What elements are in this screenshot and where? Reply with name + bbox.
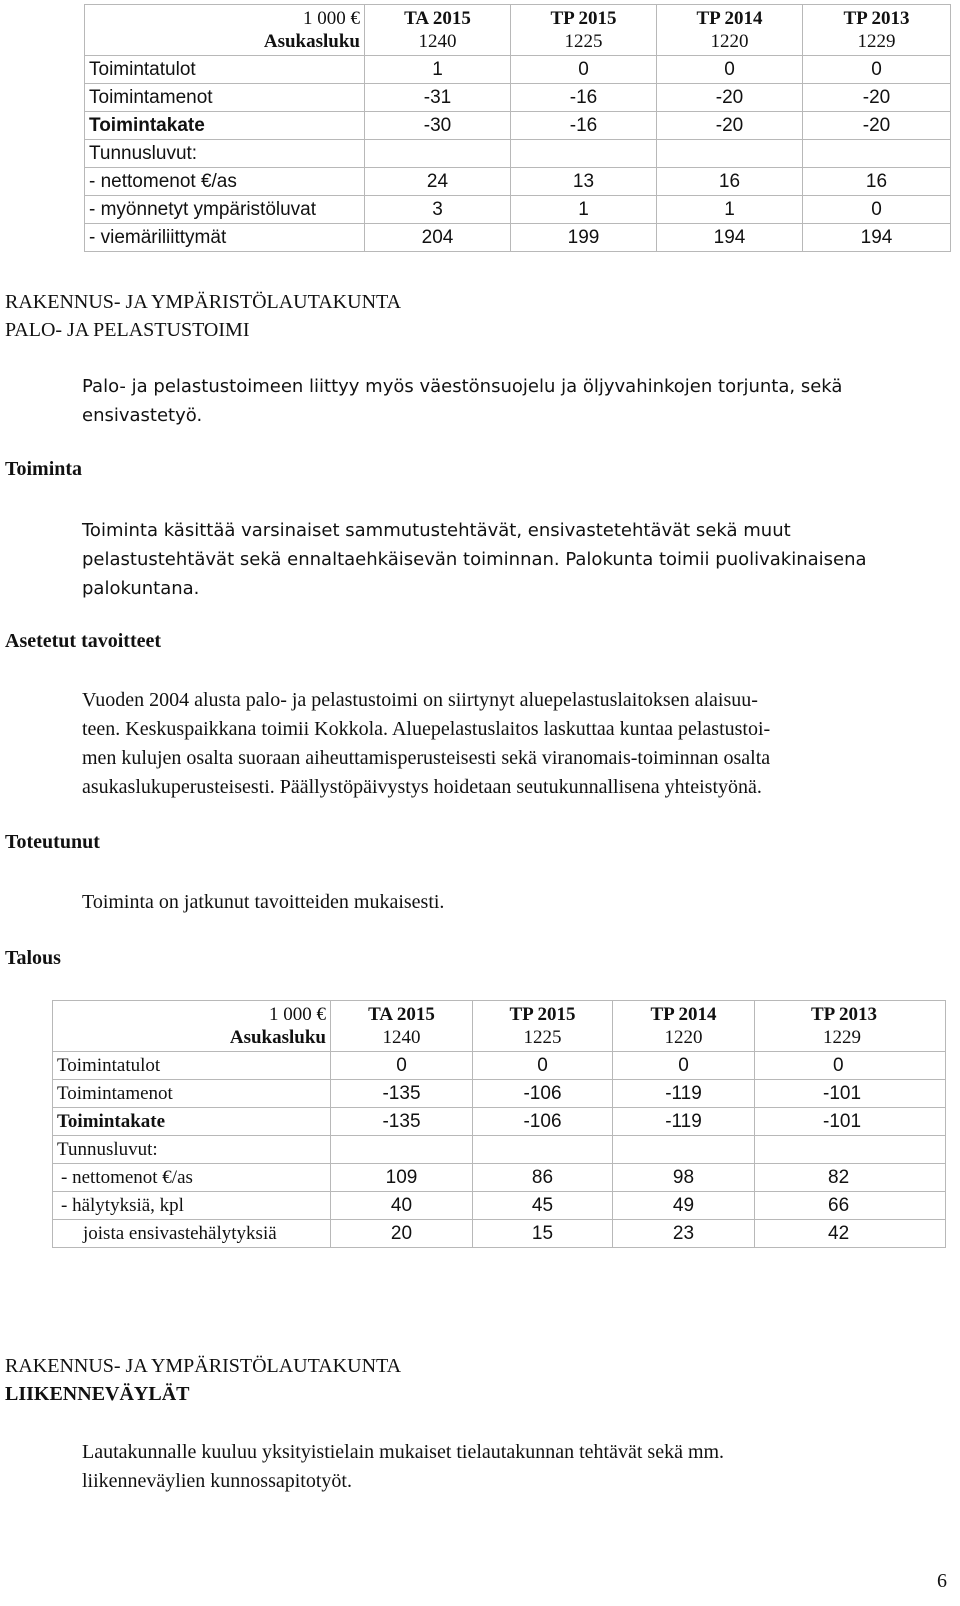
cell-value — [331, 1136, 473, 1164]
cell-value — [803, 140, 951, 168]
cell-value: 204 — [365, 224, 511, 252]
cell-value: 16 — [657, 168, 803, 196]
cell-value: -101 — [755, 1080, 946, 1108]
cell-value: 40 — [331, 1192, 473, 1220]
cell-value: 194 — [657, 224, 803, 252]
section-title-line1: RAKENNUS- JA YMPÄRISTÖLAUTAKUNTA — [5, 1355, 402, 1377]
column-header: TP 2015 1225 — [473, 1001, 613, 1052]
table-row — [53, 1108, 946, 1136]
liikennevaylat-paragraph — [82, 1438, 932, 1496]
row-label: joista ensivastehälytyksiä — [53, 1220, 331, 1248]
paragraph-line: teen. Keskuspaikkana toimii Kokkola. Aluepelastuslaitos laskuttaa kuntaa pelastustoi- — [82, 718, 771, 740]
cell-value: 24 — [365, 168, 511, 196]
table-row — [53, 1220, 946, 1248]
column-header: TA 2015 1240 — [331, 1001, 473, 1052]
row-label: - nettomenot €/as — [53, 1164, 331, 1192]
paragraph-line: Toiminta käsittää varsinaiset sammutustehtävät, ensivastetehtävät sekä muut — [82, 520, 791, 541]
cell-value — [365, 140, 511, 168]
section-title — [5, 1352, 401, 1408]
paragraph-line: Vuoden 2004 alusta palo- ja pelastustoimi on siirtynyt aluepelastuslaitoksen alaisuu- — [82, 689, 758, 711]
cell-value: 0 — [657, 56, 803, 84]
row-label: Tunnusluvut: — [85, 140, 365, 168]
table-row — [53, 1192, 946, 1220]
cell-value: 194 — [803, 224, 951, 252]
cell-value: 0 — [803, 56, 951, 84]
row-label: Toimintamenot — [85, 84, 365, 112]
unit-header-cell: 1 000 € Asukasluku — [53, 1001, 331, 1052]
cell-value — [511, 140, 657, 168]
cell-value — [613, 1136, 755, 1164]
row-label: Tunnusluvut: — [53, 1136, 331, 1164]
cell-value: -30 — [365, 112, 511, 140]
table-row — [53, 1080, 946, 1108]
cell-value: -16 — [511, 112, 657, 140]
table-row — [85, 56, 951, 84]
row-label: Toimintakate — [53, 1108, 331, 1136]
toiminta-paragraph — [82, 516, 932, 603]
cell-value: -135 — [331, 1080, 473, 1108]
cell-value: 199 — [511, 224, 657, 252]
label-tavoitteet: Asetetut tavoitteet — [5, 630, 162, 652]
cell-value: 1 — [657, 196, 803, 224]
table-row — [85, 112, 951, 140]
table-row — [85, 224, 951, 252]
table-row — [85, 196, 951, 224]
column-header: TP 2013 1229 — [803, 5, 951, 56]
cell-value: 66 — [755, 1192, 946, 1220]
cell-value — [657, 140, 803, 168]
section-title-line2: PALO- JA PELASTUSTOIMI — [5, 319, 250, 341]
row-label: - hälytyksiä, kpl — [53, 1192, 331, 1220]
label-talous: Talous — [5, 947, 61, 969]
cell-value: -135 — [331, 1108, 473, 1136]
table-header-row — [53, 1001, 946, 1052]
row-label: Toimintatulot — [85, 56, 365, 84]
paragraph-line: men kulujen osalta suoraan aiheuttamisperusteisesti sekä viranomais-toiminnan osalta — [82, 747, 771, 769]
finance-table-rescue — [52, 1000, 946, 1248]
column-header: TA 2015 1240 — [365, 5, 511, 56]
row-label: Toimintatulot — [53, 1052, 331, 1080]
cell-value: 20 — [331, 1220, 473, 1248]
cell-value: -119 — [613, 1080, 755, 1108]
paragraph-line: pelastustehtävät sekä ennaltaehkäisevän toiminnan. Palokunta toimii puolivakinaisena — [82, 549, 867, 570]
cell-value — [473, 1136, 613, 1164]
cell-value: 15 — [473, 1220, 613, 1248]
finance-table-environment — [84, 4, 951, 252]
cell-value: 42 — [755, 1220, 946, 1248]
cell-value: -31 — [365, 84, 511, 112]
unit-header-cell: 1 000 € Asukasluku — [85, 5, 365, 56]
table-header-row — [85, 5, 951, 56]
cell-value: 109 — [331, 1164, 473, 1192]
row-label: - nettomenot €/as — [85, 168, 365, 196]
cell-value — [755, 1136, 946, 1164]
page-number: 6 — [937, 1570, 947, 1592]
cell-value: -106 — [473, 1080, 613, 1108]
paragraph-line: Lautakunnalle kuuluu yksityistielain mukaiset tielautakunnan tehtävät sekä mm. — [82, 1441, 725, 1463]
cell-value: 0 — [511, 56, 657, 84]
paragraph-line: asukaslukuperusteisesti. Päällystöpäivystys hoidetaan seutukunnallisena yhteistyönä. — [82, 776, 762, 798]
column-header: TP 2014 1220 — [657, 5, 803, 56]
row-label: - viemäriliittymät — [85, 224, 365, 252]
section-title-line2: LIIKENNEVÄYLÄT — [5, 1383, 190, 1405]
cell-value: -101 — [755, 1108, 946, 1136]
paragraph-line: ensivastetyö. — [82, 405, 203, 426]
cell-value: 23 — [613, 1220, 755, 1248]
label-toteutunut: Toteutunut — [5, 831, 100, 853]
cell-value: 0 — [473, 1052, 613, 1080]
cell-value: -119 — [613, 1108, 755, 1136]
section-title-line1: RAKENNUS- JA YMPÄRISTÖLAUTAKUNTA — [5, 291, 402, 313]
cell-value: 82 — [755, 1164, 946, 1192]
cell-value: -20 — [657, 112, 803, 140]
section-title — [5, 288, 401, 344]
cell-value: -20 — [803, 112, 951, 140]
table-row — [53, 1164, 946, 1192]
column-header: TP 2013 1229 — [755, 1001, 946, 1052]
cell-value: -20 — [803, 84, 951, 112]
cell-value: 16 — [803, 168, 951, 196]
cell-value: -106 — [473, 1108, 613, 1136]
tavoitteet-paragraph — [82, 686, 932, 802]
cell-value: 13 — [511, 168, 657, 196]
label-toiminta: Toiminta — [5, 458, 83, 480]
intro-paragraph — [82, 372, 932, 430]
column-header: TP 2015 1225 — [511, 5, 657, 56]
row-label: Toimintamenot — [53, 1080, 331, 1108]
cell-value: -16 — [511, 84, 657, 112]
cell-value: 49 — [613, 1192, 755, 1220]
cell-value: 86 — [473, 1164, 613, 1192]
paragraph-line: Palo- ja pelastustoimeen liittyy myös väestönsuojelu ja öljyvahinkojen torjunta, sekä — [82, 376, 843, 397]
table-row — [53, 1136, 946, 1164]
paragraph-line: palokuntana. — [82, 578, 200, 599]
table-row — [85, 168, 951, 196]
table-row — [53, 1052, 946, 1080]
toteutunut-paragraph: Toiminta on jatkunut tavoitteiden mukaisesti. — [82, 891, 445, 913]
cell-value: 0 — [613, 1052, 755, 1080]
cell-value: -20 — [657, 84, 803, 112]
cell-value: 0 — [331, 1052, 473, 1080]
table-row — [85, 140, 951, 168]
cell-value: 45 — [473, 1192, 613, 1220]
paragraph-line: liikenneväylien kunnossapitotyöt. — [82, 1470, 352, 1492]
table-row — [85, 84, 951, 112]
cell-value: 0 — [755, 1052, 946, 1080]
row-label: Toimintakate — [85, 112, 365, 140]
cell-value: 1 — [511, 196, 657, 224]
cell-value: 0 — [803, 196, 951, 224]
column-header: TP 2014 1220 — [613, 1001, 755, 1052]
cell-value: 1 — [365, 56, 511, 84]
row-label: - myönnetyt ympäristöluvat — [85, 196, 365, 224]
cell-value: 98 — [613, 1164, 755, 1192]
cell-value: 3 — [365, 196, 511, 224]
